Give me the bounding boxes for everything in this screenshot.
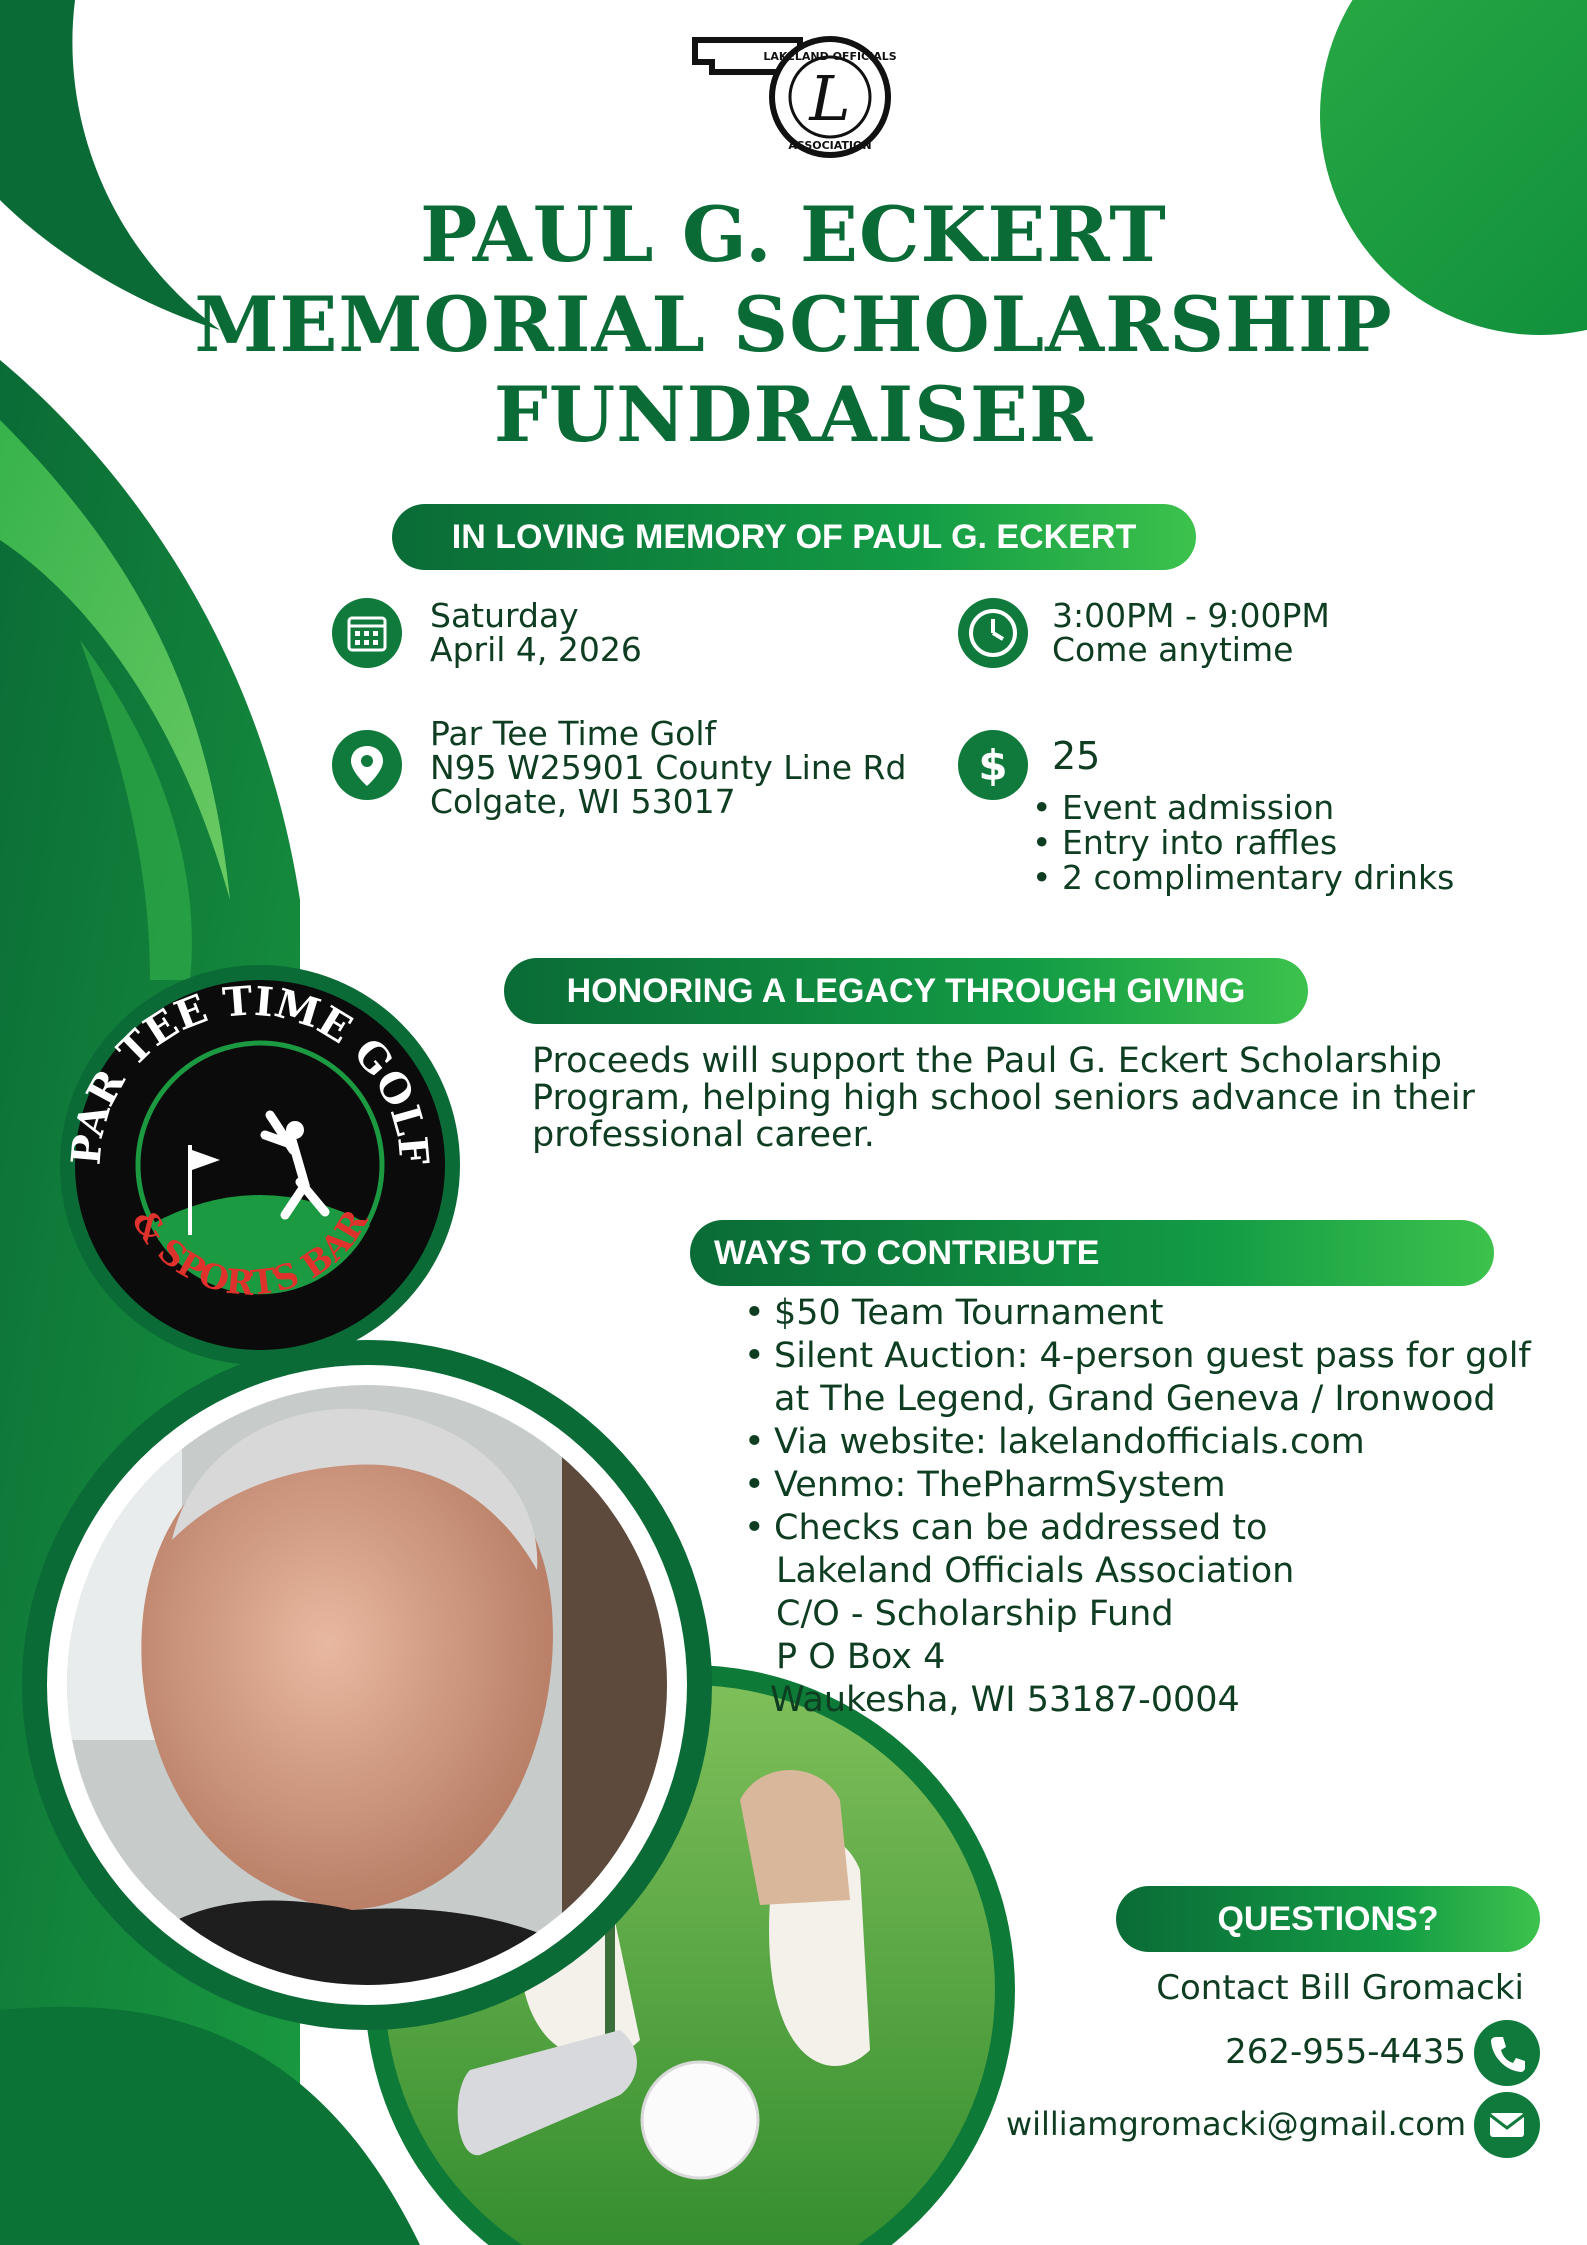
mail-icon [1474, 2092, 1540, 2158]
contribute-item-continued: at The Legend, Grand Geneva / Ironwood [774, 1379, 1496, 1419]
phone-icon [1474, 2020, 1540, 2086]
legacy-banner-label: HONORING A LEGACY THROUGH GIVING [566, 972, 1246, 1010]
price: 25 [1052, 734, 1101, 778]
legacy-banner [504, 958, 1308, 1024]
questions-banner [1116, 1886, 1540, 1952]
clock-icon [958, 598, 1028, 668]
location-pin-icon [332, 730, 402, 800]
sponsor-logo-bottom-text: & SPORTS BAR [123, 1203, 377, 1304]
venue-street: N95 W25901 County Line Rd [430, 748, 907, 787]
mailing-address-line: P O Box 4 [776, 1637, 946, 1677]
questions-banner-label: QUESTIONS? [1217, 1900, 1439, 1938]
contribute-list [744, 1292, 1531, 1722]
contribute-banner-label: WAYS TO CONTRIBUTE [714, 1234, 1100, 1272]
par-tee-time-golf-logo [30, 950, 490, 1380]
mailing-address-line: Lakeland Officials Association [776, 1551, 1295, 1591]
sponsor-logo-top-text: PAR TEE TIME GOLF [62, 977, 438, 1167]
portrait-photo [22, 1340, 732, 2040]
legacy-text-line-2: Program, helping high school seniors advance in their [532, 1078, 1475, 1118]
date-day: Saturday [430, 596, 579, 635]
venue-name: Par Tee Time Golf [430, 714, 717, 753]
logo-ring-bottom: ASSOCIATION [788, 139, 872, 152]
lakeland-officials-logo [690, 32, 900, 162]
memory-banner [392, 504, 1196, 570]
memory-banner-label: IN LOVING MEMORY OF PAUL G. ECKERT [451, 518, 1137, 556]
contribute-item: • Checks can be addressed to [744, 1507, 1531, 1550]
date-full: April 4, 2026 [430, 630, 642, 669]
time-note: Come anytime [1052, 630, 1294, 669]
venue-city: Colgate, WI 53017 [430, 782, 736, 821]
contribute-item: • $50 Team Tournament [744, 1292, 1531, 1335]
calendar-icon [332, 598, 402, 668]
contribute-item: • Silent Auction: 4-person guest pass for golf [744, 1335, 1531, 1378]
dollar-icon [958, 730, 1028, 800]
time-range: 3:00PM - 9:00PM [1052, 596, 1330, 635]
mailing-address-line: C/O - Scholarship Fund [776, 1594, 1174, 1634]
logo-letter: L [809, 62, 851, 135]
legacy-text-line-1: Proceeds will support the Paul G. Eckert Scholarship [532, 1041, 1442, 1081]
logo-ring-top: LAKELAND OFFICIALS [763, 50, 897, 63]
contact-email[interactable]: williamgromacki@gmail.com [1005, 2105, 1466, 2143]
price-includes-list [1032, 790, 1454, 895]
title-line-2: MEMORIAL SCHOLARSHIP [194, 280, 1393, 369]
contribute-item: • Venmo: ThePharmSystem [744, 1464, 1531, 1507]
contribute-banner [690, 1220, 1494, 1286]
price-include-item: • Event admission [1032, 790, 1454, 825]
mailing-address-line: Waukesha, WI 53187-0004 [770, 1680, 1240, 1720]
legacy-text-line-3: professional career. [532, 1115, 875, 1155]
price-include-item: • 2 complimentary drinks [1032, 860, 1454, 895]
contribute-item: • Via website: lakelandofficials.com [744, 1421, 1531, 1464]
contact-phone[interactable]: 262-955-4435 [1225, 2032, 1466, 2072]
svg-text:$: $ [978, 741, 1008, 790]
title-line-1: PAUL G. ECKERT [420, 190, 1167, 279]
price-include-item: • Entry into raffles [1032, 825, 1454, 860]
title-line-3: FUNDRAISER [493, 370, 1094, 459]
contact-name: Contact Bill Gromacki [1156, 1968, 1524, 2008]
